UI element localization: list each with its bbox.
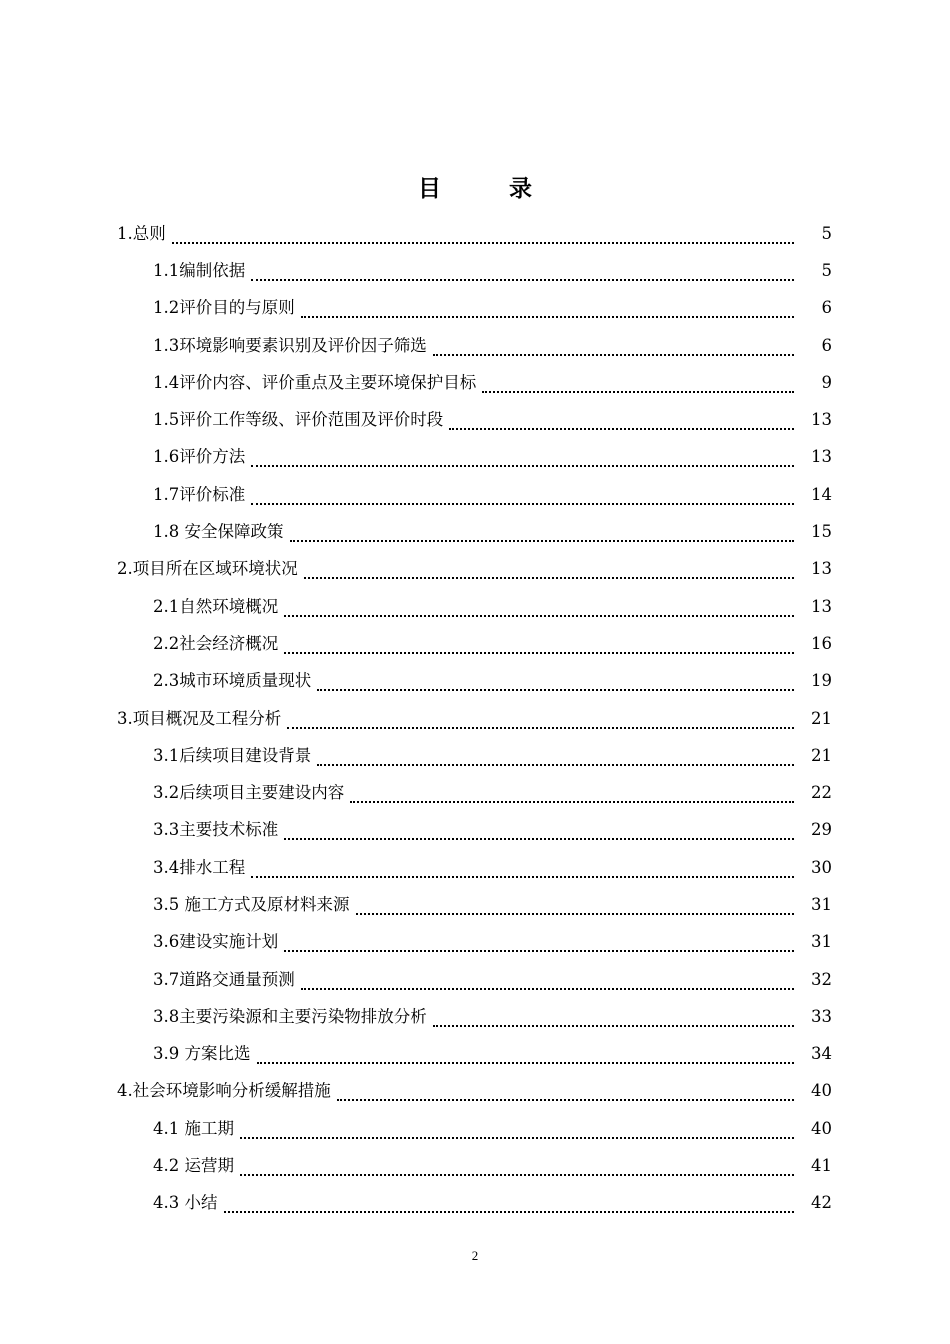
toc-entry-page: 15 xyxy=(811,522,832,542)
toc-dot-leader xyxy=(257,1052,795,1064)
toc-dot-leader xyxy=(337,1089,794,1101)
toc-entry-label: 3.6建设实施计划 xyxy=(153,932,279,952)
toc-entry-page: 29 xyxy=(811,820,832,840)
toc-entry-page: 40 xyxy=(811,1118,832,1138)
toc-entry-label: 2.2社会经济概况 xyxy=(153,633,279,653)
toc-entry-page: 14 xyxy=(811,484,832,504)
toc-entry-page: 9 xyxy=(821,372,832,392)
toc-entry-label: 3.5 施工方式及原材料来源 xyxy=(153,894,350,914)
toc-dot-leader xyxy=(251,455,794,467)
toc-entry-label: 3.7道路交通量预测 xyxy=(153,969,295,989)
toc-entry-page: 40 xyxy=(811,1081,832,1101)
toc-entry[interactable] xyxy=(0,849,950,886)
toc-dot-leader xyxy=(317,754,794,766)
toc-entry-label: 3.项目概况及工程分析 xyxy=(117,708,282,728)
toc-dot-leader xyxy=(482,381,794,393)
toc-dot-leader xyxy=(433,1015,794,1027)
toc-entry[interactable] xyxy=(0,551,950,588)
toc-entry[interactable] xyxy=(0,588,950,625)
toc-entry-label: 2.1自然环境概况 xyxy=(153,596,279,616)
toc-entry[interactable] xyxy=(0,924,950,961)
toc-entry[interactable] xyxy=(0,663,950,700)
toc-entry[interactable] xyxy=(0,476,950,513)
toc-entry-label: 1.4评价内容、评价重点及主要环境保护目标 xyxy=(153,372,477,392)
toc-entry-page: 16 xyxy=(811,633,832,653)
toc-entry[interactable] xyxy=(0,961,950,998)
toc-entry-page: 5 xyxy=(821,260,832,280)
toc-entry[interactable] xyxy=(0,1036,950,1073)
toc-entry-label: 1.1编制依据 xyxy=(153,260,246,280)
toc-entry-label: 1.8 安全保障政策 xyxy=(153,522,284,542)
toc-entry-label: 4.2 运营期 xyxy=(153,1156,234,1176)
toc-entry[interactable] xyxy=(0,998,950,1035)
toc-entry[interactable] xyxy=(0,327,950,364)
toc-entry-page: 6 xyxy=(821,335,832,355)
toc-entry-page: 21 xyxy=(811,745,832,765)
toc-entry-label: 1.总则 xyxy=(117,223,166,243)
toc-dot-leader xyxy=(433,344,794,356)
toc-entry[interactable] xyxy=(0,364,950,401)
toc-entry-label: 1.2评价目的与原则 xyxy=(153,298,295,318)
toc-entry-page: 22 xyxy=(811,783,832,803)
toc-dot-leader xyxy=(172,232,794,244)
toc-entry-label: 4.1 施工期 xyxy=(153,1118,234,1138)
toc-entry[interactable] xyxy=(0,401,950,438)
toc-entry-label: 1.6评价方法 xyxy=(153,447,246,467)
toc-entry[interactable] xyxy=(0,1185,950,1222)
toc-entry-page: 31 xyxy=(811,932,832,952)
table-of-contents xyxy=(0,215,950,1222)
toc-dot-leader xyxy=(284,940,794,952)
toc-dot-leader xyxy=(304,567,794,579)
toc-dot-leader xyxy=(301,306,794,318)
toc-entry-page: 34 xyxy=(811,1044,832,1064)
toc-entry-page: 33 xyxy=(811,1006,832,1026)
toc-entry-page: 13 xyxy=(811,596,832,616)
toc-dot-leader xyxy=(449,418,794,430)
toc-entry[interactable] xyxy=(0,886,950,923)
toc-entry-page: 30 xyxy=(811,857,832,877)
toc-entry[interactable] xyxy=(0,215,950,252)
toc-entry-page: 21 xyxy=(811,708,832,728)
toc-entry-page: 42 xyxy=(811,1193,832,1213)
toc-entry-page: 5 xyxy=(821,223,832,243)
toc-entry-label: 4.社会环境影响分析缓解措施 xyxy=(117,1081,331,1101)
toc-dot-leader xyxy=(251,866,794,878)
toc-entry-page: 13 xyxy=(811,559,832,579)
toc-dot-leader xyxy=(287,717,794,729)
toc-entry-label: 3.1后续项目建设背景 xyxy=(153,745,312,765)
toc-entry-page: 13 xyxy=(811,410,832,430)
toc-dot-leader xyxy=(350,791,794,803)
toc-dot-leader xyxy=(284,642,794,654)
toc-entry[interactable] xyxy=(0,439,950,476)
toc-dot-leader xyxy=(240,1127,794,1139)
toc-entry-label: 3.2后续项目主要建设内容 xyxy=(153,783,345,803)
toc-entry-page: 41 xyxy=(811,1156,832,1176)
toc-dot-leader xyxy=(251,493,794,505)
toc-dot-leader xyxy=(356,903,795,915)
toc-entry[interactable] xyxy=(0,774,950,811)
toc-entry-label: 4.3 小结 xyxy=(153,1193,218,1213)
toc-entry[interactable] xyxy=(0,1110,950,1147)
toc-dot-leader xyxy=(290,530,795,542)
toc-entry-label: 1.3环境影响要素识别及评价因子筛选 xyxy=(153,335,427,355)
toc-entry-page: 13 xyxy=(811,447,832,467)
toc-entry[interactable] xyxy=(0,252,950,289)
toc-dot-leader xyxy=(251,269,794,281)
toc-entry[interactable] xyxy=(0,290,950,327)
page-number: 2 xyxy=(471,1248,479,1263)
toc-dot-leader xyxy=(284,605,794,617)
toc-dot-leader xyxy=(284,828,794,840)
toc-entry-label: 2.3城市环境质量现状 xyxy=(153,671,312,691)
toc-dot-leader xyxy=(224,1201,795,1213)
toc-entry-label: 3.9 方案比选 xyxy=(153,1044,251,1064)
toc-entry-label: 2.项目所在区域环境状况 xyxy=(117,559,298,579)
toc-entry[interactable] xyxy=(0,1147,950,1184)
toc-entry-label: 3.8主要污染源和主要污染物排放分析 xyxy=(153,1006,427,1026)
toc-entry-label: 1.7评价标准 xyxy=(153,484,246,504)
toc-title: 目 录 xyxy=(417,176,562,202)
toc-entry[interactable] xyxy=(0,737,950,774)
toc-entry-label: 3.4排水工程 xyxy=(153,857,246,877)
toc-entry[interactable] xyxy=(0,700,950,737)
toc-dot-leader xyxy=(317,679,794,691)
toc-entry-label: 3.3主要技术标准 xyxy=(153,820,279,840)
toc-entry[interactable] xyxy=(0,625,950,662)
toc-entry-label: 1.5评价工作等级、评价范围及评价时段 xyxy=(153,410,444,430)
toc-dot-leader xyxy=(240,1164,794,1176)
toc-dot-leader xyxy=(301,978,794,990)
toc-entry[interactable] xyxy=(0,812,950,849)
toc-entry-page: 19 xyxy=(811,671,832,691)
toc-entry[interactable] xyxy=(0,513,950,550)
toc-entry-page: 32 xyxy=(811,969,832,989)
toc-entry[interactable] xyxy=(0,1073,950,1110)
toc-entry-page: 31 xyxy=(811,894,832,914)
toc-entry-page: 6 xyxy=(821,298,832,318)
